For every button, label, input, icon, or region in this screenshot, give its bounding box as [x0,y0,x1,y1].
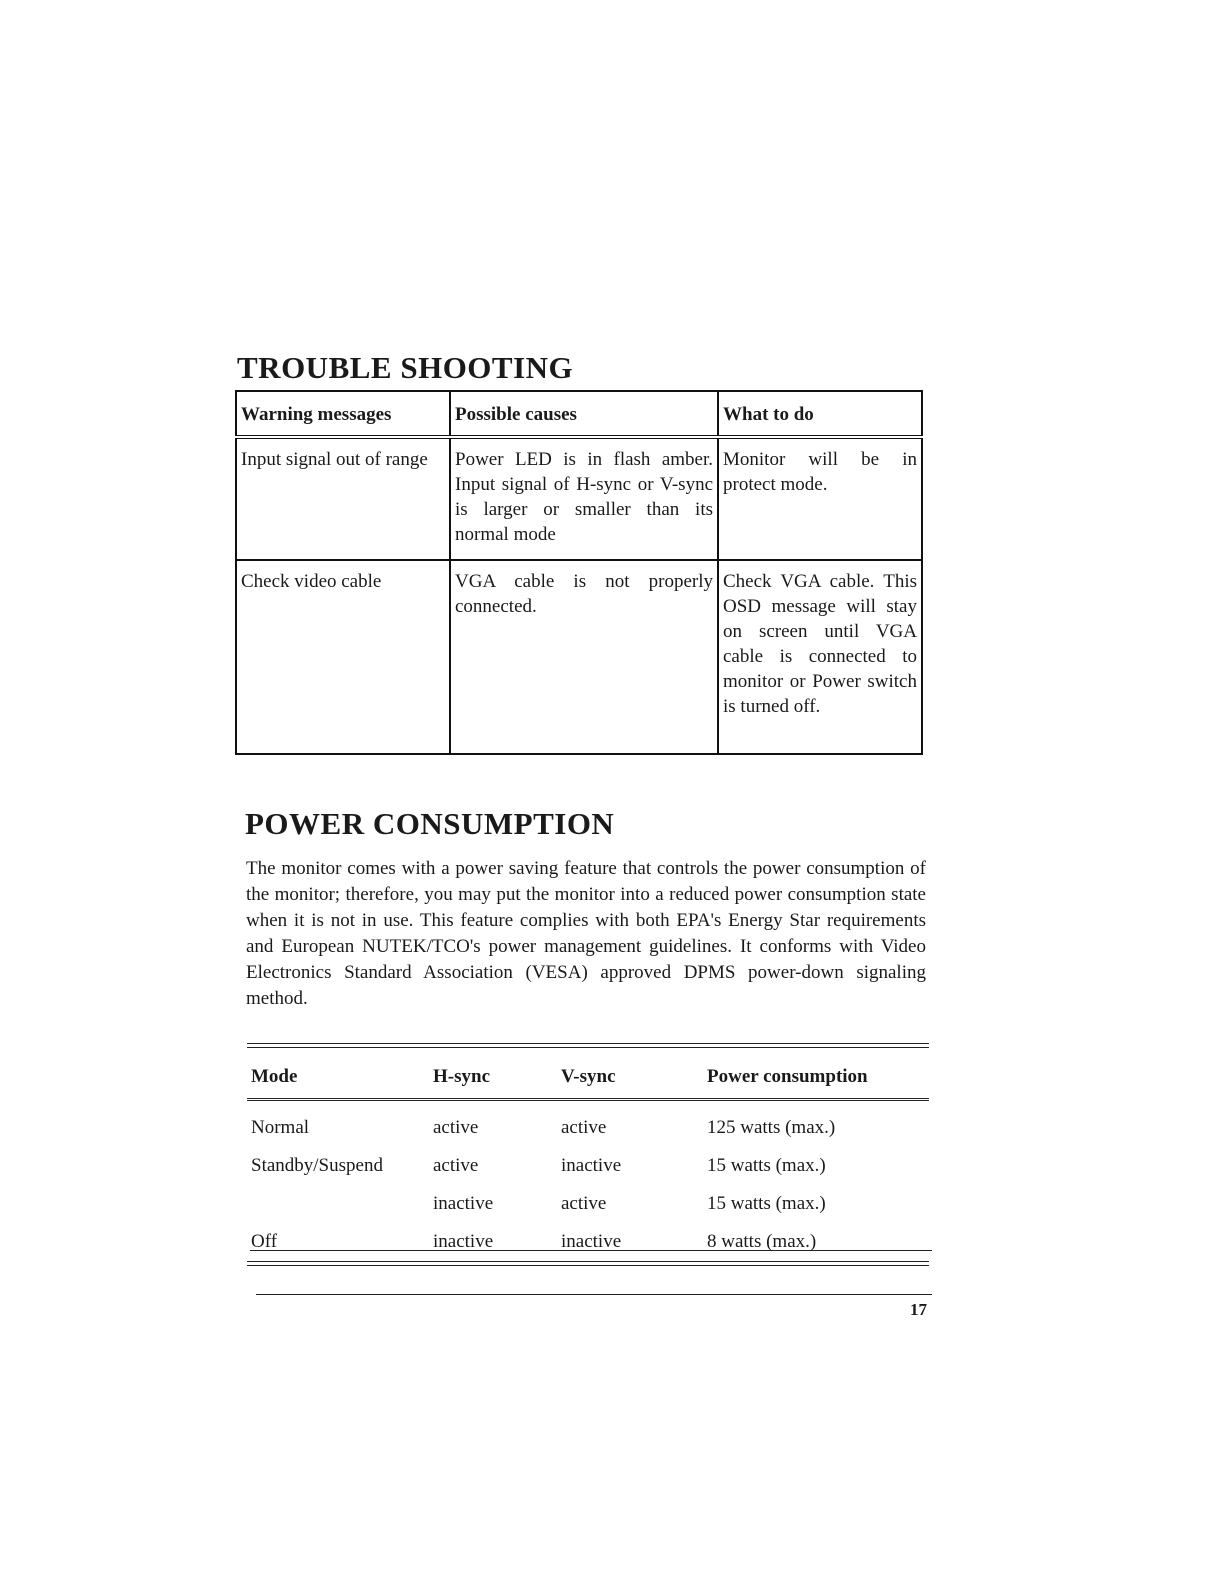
table-row [247,1147,929,1185]
header-mode: Mode [251,1066,298,1087]
vsync-cell: inactive [561,1155,622,1176]
header-possible-causes: Possible causes [450,391,718,437]
mode-cell: Normal [251,1117,310,1138]
power-cell: 15 watts (max.) [707,1155,826,1176]
cause-cell: VGA cable is not properly connected. [450,560,718,754]
warning-cell: Check video cable [236,560,450,754]
power-consumption-paragraph: The monitor comes with a power saving feature that controls the power consumption of the monitor; therefore, you may put the monitor into a reduced power consumption state when it is not in use. This feature complies with both EPA's Energy Star requirements and European NUTEK/TCO's power management guidelines. It conforms with Video Electronics Standard Association (VESA) approved DPMS power-down signaling method. [246,858,926,1009]
action-cell: Check VGA cable. This OSD message will stay on screen until VGA cable is connected to monitor or Power switch is turned off. [718,560,922,754]
power-cell: 15 watts (max.) [707,1193,826,1214]
page-number: 17 [910,1300,927,1319]
power-cell: 8 watts (max.) [707,1231,817,1252]
footer-rule [256,1294,932,1295]
power-consumption-table [247,1048,929,1261]
table-header-row [236,391,922,437]
mode-cell: Off [251,1231,278,1252]
header-power: Power consumption [707,1066,868,1087]
table-header-row [247,1048,929,1100]
table-row [247,1223,929,1261]
action-cell: Monitor will be in protect mode. [718,437,922,560]
header-vsync: V-sync [561,1066,616,1087]
header-warning-messages: Warning messages [236,391,450,437]
warning-cell: Input signal out of range [236,437,450,560]
vsync-cell: active [561,1193,607,1214]
mode-cell: Standby/Suspend [251,1155,383,1176]
hsync-cell: active [433,1117,479,1138]
hsync-cell: inactive [433,1231,494,1252]
power-cell: 125 watts (max.) [707,1117,836,1138]
table-bottom-rule [247,1261,929,1266]
footer-rule [250,1250,932,1251]
hsync-cell: active [433,1155,479,1176]
cause-cell: Power LED is in flash amber. Input signal of H-sync or V-sync is larger or smaller than its normal mode [450,437,718,560]
trouble-shooting-table [235,390,923,755]
vsync-cell: inactive [561,1231,622,1252]
trouble-shooting-heading: TROUBLE SHOOTING [237,350,574,385]
header-hsync: H-sync [433,1066,490,1087]
power-table-container [247,1043,929,1266]
power-consumption-heading: POWER CONSUMPTION [245,806,615,841]
hsync-cell: inactive [433,1193,494,1214]
table-row [236,560,922,754]
mode-cell [247,1185,429,1223]
vsync-cell: active [561,1117,607,1138]
header-what-to-do: What to do [718,391,922,437]
table-row [236,437,922,560]
table-row [247,1185,929,1223]
table-row [247,1100,929,1148]
